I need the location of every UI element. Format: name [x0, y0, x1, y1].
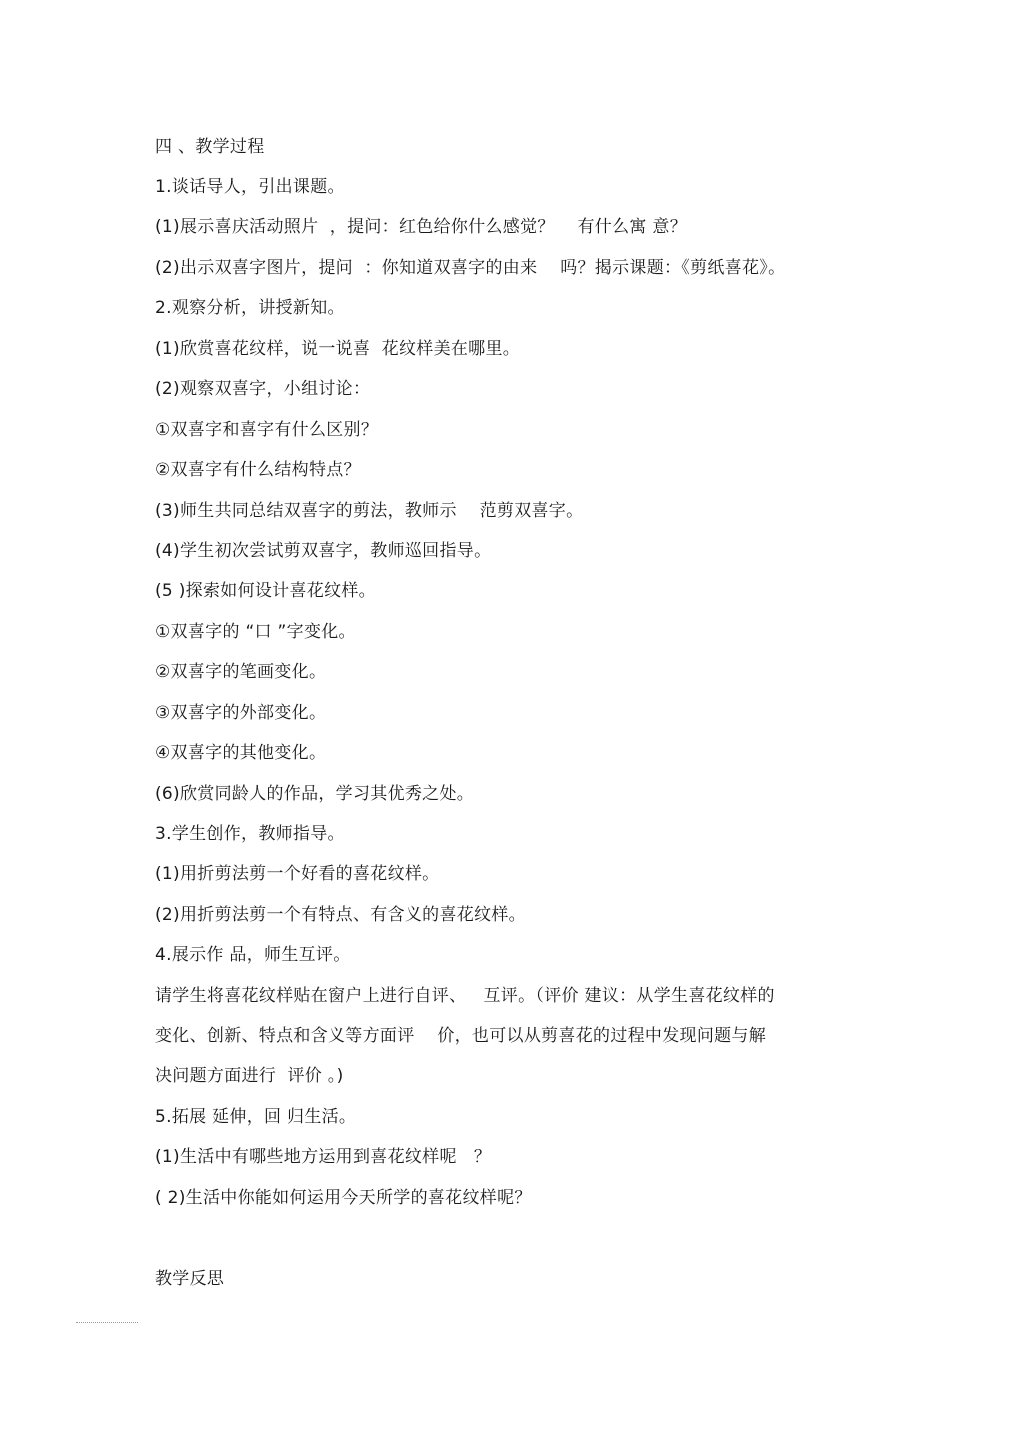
- text-line: 2.观察分析，讲授新知。: [155, 298, 345, 318]
- text-line: 5.拓展 延伸，回 归生活。: [155, 1107, 357, 1127]
- footer-divider: [76, 1322, 138, 1324]
- text-line: (3)师生共同总结双喜字的剪法，教师示 范剪双喜字。: [155, 501, 584, 521]
- section-title: 四 、教学过程: [155, 137, 265, 157]
- text-line: (1)展示喜庆活动照片 ，提问：红色给你什么感觉？ 有什么寓 意？: [155, 217, 688, 237]
- text-line: 变化、创新、特点和含义等方面评 价，也可以从剪喜花的过程中发现问题与解: [155, 1026, 767, 1046]
- text-line: ①双喜字的 “口 ”字变化。: [155, 622, 356, 642]
- text-line: 请学生将喜花纹样贴在窗户上进行自评、 互评。（评价 建议：从学生喜花纹样的: [155, 986, 775, 1006]
- text-line: (2)出示双喜字图片，提问 ：你知道双喜字的由来 吗？揭示课题：《剪纸喜花》。: [155, 258, 786, 278]
- text-line: (5 )探索如何设计喜花纹样。: [155, 581, 376, 601]
- text-line: (2)观察双喜字，小组讨论：: [155, 379, 371, 399]
- text-line: (1)生活中有哪些地方运用到喜花纹样呢 ？: [155, 1147, 492, 1167]
- reflection-title: 教学反思: [155, 1269, 225, 1289]
- text-line: ( 2)生活中你能如何运用今天所学的喜花纹样呢？: [155, 1188, 532, 1208]
- text-line: ①双喜字和喜字有什么区别？: [155, 420, 379, 440]
- text-line: (4)学生初次尝试剪双喜字，教师巡回指导。: [155, 541, 492, 561]
- text-line: ④双喜字的其他变化。: [155, 743, 327, 763]
- text-line: 1.谈话导人，引出课题。: [155, 177, 345, 197]
- text-line: (2)用折剪法剪一个有特点、有含义的喜花纹样。: [155, 905, 526, 925]
- text-line: (6)欣赏同龄人的作品，学习其优秀之处。: [155, 784, 475, 804]
- text-line: (1)用折剪法剪一个好看的喜花纹样。: [155, 864, 440, 884]
- text-line: 决问题方面进行 评价 。): [155, 1066, 344, 1086]
- text-line: ②双喜字的笔画变化。: [155, 662, 327, 682]
- text-line: ②双喜字有什么结构特点？: [155, 460, 361, 480]
- text-line: ③双喜字的外部变化。: [155, 703, 327, 723]
- text-line: (1)欣赏喜花纹样，说一说喜 花纹样美在哪里。: [155, 339, 521, 359]
- text-line: 3.学生创作，教师指导。: [155, 824, 345, 844]
- text-line: 4.展示作 品，师生互评。: [155, 945, 351, 965]
